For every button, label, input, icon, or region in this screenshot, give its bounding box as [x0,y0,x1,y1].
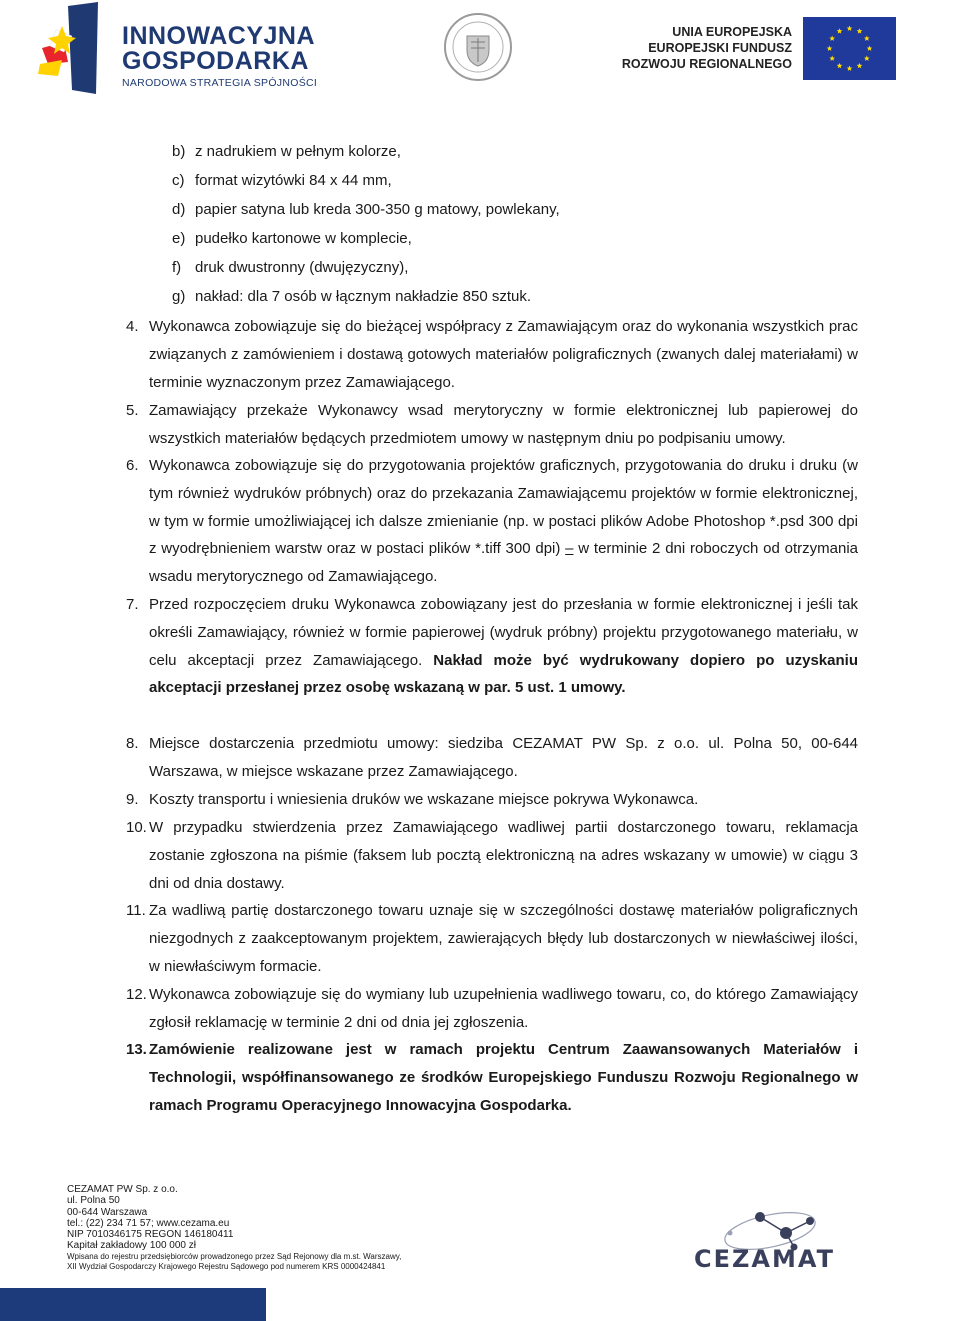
paragraph-number: 12. [126,986,147,1003]
footer-capital: Kapitał zakładowy 100 000 zł [67,1240,196,1252]
eu-line-3: ROZWOJU REGIONALNEGO [621,57,792,71]
paragraph-13 [126,1036,858,1119]
paragraph-text: W przypadku stwierdzenia przez Zamawiającego wadliwej partii dostarczonego towaru, reklamacja zostanie zgłoszona na piśmie (faksem lub pocztą elektroniczną na adres wskazany w umowie) w ciągu 3 dni od dnia dostawy. [149,819,858,892]
paragraph-text-part: w terminie 2 dni roboczych od otrzymania wsadu merytorycznego od Zamawiającego. [149,540,858,586]
paragraph-number: 13. [126,1041,147,1058]
sub-item-c [172,171,392,191]
sub-item-text: z nadrukiem w pełnym kolorze, [195,143,401,160]
eu-flag [803,17,896,80]
sub-item-label: f) [172,259,182,276]
paragraph-number: 5. [126,402,139,419]
page-header [0,0,960,100]
paragraph-text [149,452,858,591]
paragraph-number: 6. [126,457,139,474]
paragraph-text-part: Wykonawca zobowiązuje się do przygotowania projektów graficznych, przygotowania do druku i druku (w tym również wydruków próbnych) oraz do przekazania Zamawiającemu projektów w formie elektronicznej, w tym w formie umożliwiającej ich dalsze zmienianie (np. w postaci plików Adobe Photoshop *.psd 300 dpi z wyodrębnieniem warstw oraz w postaci plików *.tiff 300 dpi) [149,457,858,558]
innowacyjna-gospodarka-logo [38,2,100,96]
paragraph-9 [126,786,858,814]
footer-registry-2: XII Wydział Gospodarczy Krajowego Rejestru Sądowego pod numerem KRS 0000424841 [67,1262,386,1272]
sub-item-label: c) [172,172,185,189]
logo-line-2: GOSPODARKA [122,47,309,75]
paragraph-text: Zamawiający przekaże Wykonawcy wsad merytoryczny w formie elektronicznej lub papierowej do wszystkich materiałów będących przedmiotem umowy w następnym dniu po podpisaniu umowy. [149,402,858,447]
sub-item-text: format wizytówki 84 x 44 mm, [195,172,392,189]
innowacyjna-gospodarka-wordmark [122,24,317,89]
sub-item-label: b) [172,143,186,160]
logo-line-1: INNOWACYJNA [122,22,316,50]
paragraph-text: Koszty transportu i wniesienia druków we wskazane miejsce pokrywa Wykonawca. [149,791,699,808]
paragraph-text: Miejsce dostarczenia przedmiotu umowy: siedziba CEZAMAT PW Sp. z o.o. ul. Polna 50, 00-644 Warszawa, w miejsce wskazane przez Zamawiającego. [149,735,858,780]
footer-street: ul. Polna 50 [67,1195,120,1207]
paragraph-5 [126,397,858,453]
paragraph-text-part: Przed rozpoczęciem druku Wykonawca zobowiązany jest do przesłania w formie elektronicznej i jeśli tak określi Zamawiający, również w formie papierowej (wydruk próbny) projektu przygotowanego materiału, w celu akceptacji przez Zamawiającego. [149,596,858,669]
sub-item-b [172,142,401,162]
sub-item-d [172,200,560,220]
paragraph-text: Wykonawca zobowiązuje się do wymiany lub uzupełnienia wadliwego towaru, co, do którego Zamawiający zgłosił reklamację w terminie 2 dni od dnia jej zgłoszenia. [149,986,858,1031]
paragraph-text-bold: Nakład może być wydrukowany dopiero po uzyskaniu akceptacji przesłanej przez osobę wskazaną w par. 5 ust. 1 umowy. [149,651,858,697]
footer-company: CEZAMAT PW Sp. z o.o. [67,1184,178,1195]
page-footer [67,1184,401,1273]
paragraph-8 [126,730,858,786]
paragraph-text: Zamówienie realizowane jest w ramach projektu Centrum Zaawansowanych Materiałów i Technologii, współfinansowanego ze środków Europejskiego Funduszu Rozwoju Regionalnego w ramach Programu Operacyjnego Innowacyjna Gospodarka. [149,1041,858,1114]
university-seal [443,12,513,82]
sub-item-label: e) [172,230,186,247]
paragraph-number: 4. [126,318,139,335]
sub-item-text: druk dwustronny (dwujęzyczny), [195,259,409,276]
footer-color-bar [0,1288,266,1321]
paragraph-12 [126,981,858,1037]
paragraph-4 [126,313,858,396]
sub-item-text: papier satyna lub kreda 300-350 g matowy, powlekany, [195,201,560,218]
paragraph-number: 7. [126,596,139,613]
sub-item-text: pudełko kartonowe w komplecie, [195,230,412,247]
cezamat-wordmark: CEZAMAT [694,1245,835,1273]
sub-item-e [172,229,412,249]
sub-item-g [172,287,531,307]
eu-fund-wordmark [620,24,792,72]
paragraph-11 [126,897,858,980]
sub-item-text: nakład: dla 7 osób w łącznym nakładzie 850 sztuk. [195,288,532,305]
footer-registry-1: Wpisana do rejestru przedsiębiorców prowadzonego przez Sąd Rejonowy dla m.st. Warszawy, [67,1251,402,1261]
paragraph-number: 11. [126,902,146,919]
eu-line-2: EUROPEJSKI FUNDUSZ [648,41,792,55]
footer-city: 00-644 Warszawa [67,1206,148,1218]
paragraph-number: 10. [126,819,147,836]
eu-line-1: UNIA EUROPEJSKA [672,25,792,39]
paragraph-6 [126,452,858,591]
paragraph-text [149,591,858,702]
paragraph-10 [126,814,858,897]
logo-line-3: NARODOWA STRATEGIA SPÓJNOŚCI [122,77,318,89]
sub-item-f [172,258,408,278]
paragraph-number: 8. [126,735,139,752]
paragraph-text: Za wadliwą partię dostarczonego towaru uznaje się w szczególności dostawę materiałów poligraficznych niezgodnych z zaakceptowanym projektem, zawierających błędy lub dostarczonych w niewłaściwej ilości, w niewłaściwym formacie. [149,902,858,975]
footer-contact: tel.: (22) 234 71 57; www.cezama.eu [67,1217,230,1229]
paragraph-text: Wykonawca zobowiązuje się do bieżącej współpracy z Zamawiającym oraz do wykonania wszystkich prac związanych z zamówieniem i dostawą gotowych materiałów poligraficznych (zwanych dalej materiałami) w terminie wyznaczonym przez Zamawiającego. [149,318,858,391]
sub-item-label: g) [172,288,186,305]
paragraph-number: 9. [126,791,139,808]
paragraph-dash: – [565,540,574,558]
footer-nip-regon: NIP 7010346175 REGON 146180411 [67,1229,234,1241]
paragraph-7 [126,591,858,702]
sub-item-label: d) [172,201,186,218]
